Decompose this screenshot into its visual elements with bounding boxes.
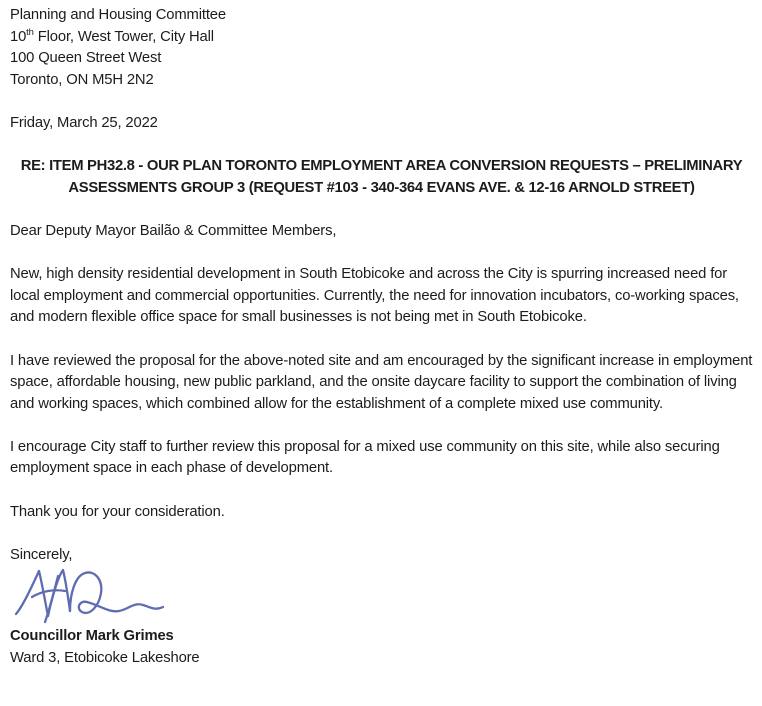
recipient-address-block xyxy=(10,5,753,91)
closing-line: Sincerely, xyxy=(10,546,73,563)
signature-ink-icon xyxy=(12,564,172,626)
body-paragraph-2: I have reviewed the proposal for the above-noted site and am encouraged by the significant increase in employment space, affordable housing, new public parkland, and the onsite daycare facility to support the combination of living and working spaces, which combined allow for the establishment of a complete mixed use community. xyxy=(10,352,753,412)
recipient-address-city: Toronto, ON M5H 2N2 xyxy=(10,71,154,88)
signer-name: Councillor Mark Grimes xyxy=(10,628,174,645)
subject-line-1: RE: ITEM PH32.8 - OUR PLAN TORONTO EMPLOYMENT AREA CONVERSION REQUESTS – PRELIMINARY xyxy=(20,158,743,175)
signer-title: Ward 3, Etobicoke Lakeshore xyxy=(10,650,200,667)
floor-ordinal: th xyxy=(26,26,34,38)
letter-date: Friday, March 25, 2022 xyxy=(10,114,158,131)
handwritten-signature xyxy=(12,564,753,626)
floor-rest: Floor, West Tower, City Hall xyxy=(33,28,214,45)
recipient-address-street: 100 Queen Street West xyxy=(10,50,162,67)
recipient-organization: Planning and Housing Committee xyxy=(10,7,226,23)
body-paragraph-3: I encourage City staff to further review this proposal for a mixed use community on this site, while also securing employment space in each phase of development. xyxy=(10,438,720,477)
subject-line-2: ASSESSMENTS GROUP 3 (REQUEST #103 - 340-364 EVANS AVE. & 12-16 ARNOLD STREET) xyxy=(68,179,695,196)
thanks-line: Thank you for your consideration. xyxy=(10,503,225,520)
body-paragraph-1: New, high density residential development in South Etobicoke and across the City is spurring increased need for local employment and commercial opportunities. Currently, the need for innovation incubators, co-working spaces, and modern flexible office space for small businesses is not being met in South Etobicoke. xyxy=(10,266,739,326)
floor-number: 10 xyxy=(10,28,27,45)
recipient-address-floor xyxy=(10,27,753,49)
salutation: Dear Deputy Mayor Bailão & Committee Members, xyxy=(10,222,337,239)
subject-line xyxy=(10,156,753,199)
